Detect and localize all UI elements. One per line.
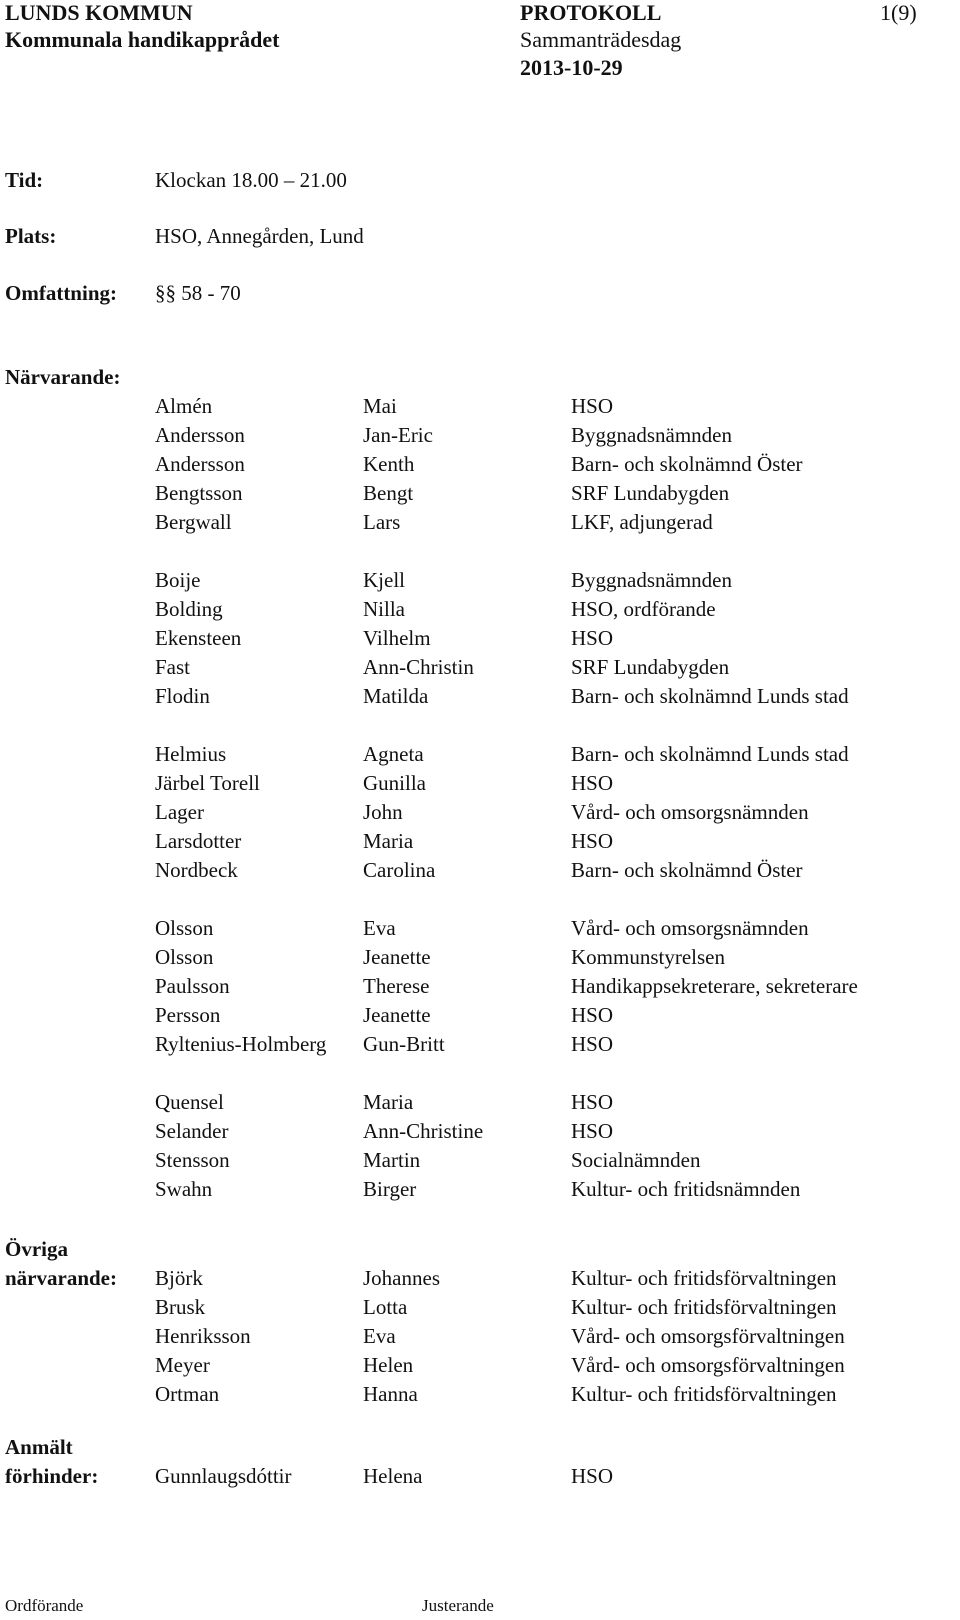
member-firstname: Jan-Eric (363, 423, 433, 447)
member-row (155, 653, 945, 682)
member-affiliation: Byggnadsnämnden (571, 423, 732, 447)
member-affiliation: HSO (571, 1032, 614, 1056)
member-surname: Andersson (155, 452, 245, 476)
member-row (155, 566, 945, 595)
member-affiliation: Barn- och skolnämnd Öster (571, 858, 803, 882)
member-row (155, 1088, 945, 1117)
member-firstname: Lotta (363, 1295, 408, 1319)
member-row (155, 421, 945, 450)
member-surname: Bengtsson (155, 481, 243, 505)
member-surname: Bolding (155, 597, 223, 621)
member-surname: Larsdotter (155, 829, 242, 853)
member-surname: Andersson (155, 423, 245, 447)
member-firstname: Kenth (363, 452, 415, 476)
member-row (155, 624, 945, 653)
member-row (155, 827, 945, 856)
absent-label-line2: förhinder: (5, 1464, 99, 1488)
member-affiliation: Kultur- och fritidsförvaltningen (571, 1266, 837, 1290)
member-row (155, 1175, 945, 1204)
member-surname: Stensson (155, 1148, 230, 1172)
member-surname: Paulsson (155, 974, 230, 998)
member-firstname: Bengt (363, 481, 414, 505)
member-row (155, 508, 945, 537)
member-affiliation: Vård- och omsorgsnämnden (571, 800, 809, 824)
absent-list (155, 1462, 945, 1491)
member-affiliation: Socialnämnden (571, 1148, 701, 1172)
doc-type: PROTOKOLL (520, 0, 662, 25)
member-row (155, 1117, 945, 1146)
member-row (155, 769, 945, 798)
member-affiliation: SRF Lundabygden (571, 655, 730, 679)
member-row (155, 1030, 945, 1059)
plats-value: HSO, Annegården, Lund (155, 224, 364, 248)
member-firstname: Birger (363, 1177, 417, 1201)
member-affiliation: HSO (571, 1090, 614, 1114)
member-affiliation: HSO (571, 626, 614, 650)
member-affiliation: Kultur- och fritidsförvaltningen (571, 1295, 837, 1319)
member-firstname: Ann-Christine (363, 1119, 484, 1143)
meeting-label: Sammanträdesdag (520, 27, 682, 52)
member-row (155, 392, 945, 421)
member-firstname: Lars (363, 510, 401, 534)
member-row (155, 682, 945, 711)
member-row (155, 943, 945, 972)
member-affiliation: Kommunstyrelsen (571, 945, 725, 969)
member-row (155, 856, 945, 885)
dept-name: Kommunala handikapprådet (5, 27, 280, 52)
others-label-line1: Övriga (5, 1237, 68, 1261)
member-affiliation: HSO (571, 1119, 614, 1143)
member-firstname: Jeanette (363, 945, 431, 969)
member-row (155, 450, 945, 479)
member-surname: Ekensteen (155, 626, 242, 650)
group-spacer (155, 885, 945, 914)
member-surname: Almén (155, 394, 213, 418)
member-row (155, 1322, 945, 1351)
member-surname: Gunnlaugsdóttir (155, 1464, 292, 1488)
member-surname: Nordbeck (155, 858, 238, 882)
member-row (155, 740, 945, 769)
member-surname: Flodin (155, 684, 210, 708)
member-affiliation: Vård- och omsorgsnämnden (571, 916, 809, 940)
member-firstname: Ann-Christin (363, 655, 474, 679)
member-row (155, 595, 945, 624)
member-firstname: Hanna (363, 1382, 418, 1406)
member-firstname: Martin (363, 1148, 421, 1172)
member-affiliation: HSO, ordförande (571, 597, 716, 621)
member-affiliation: HSO (571, 1464, 614, 1488)
group-spacer (155, 537, 945, 566)
member-affiliation: HSO (571, 394, 614, 418)
member-row (155, 914, 945, 943)
member-firstname: Maria (363, 829, 414, 853)
member-row (155, 1351, 945, 1380)
member-firstname: Helena (363, 1464, 423, 1488)
omfattning-label: Omfattning: (5, 281, 117, 305)
member-row (155, 1146, 945, 1175)
group-spacer (155, 711, 945, 740)
member-row (155, 1001, 945, 1030)
member-surname: Meyer (155, 1353, 210, 1377)
page-number: 1(9) (880, 0, 917, 25)
member-firstname: Eva (363, 916, 396, 940)
member-surname: Olsson (155, 916, 214, 940)
member-affiliation: Vård- och omsorgsförvaltningen (571, 1324, 845, 1348)
member-row (155, 1380, 945, 1409)
member-surname: Fast (155, 655, 191, 679)
member-surname: Brusk (155, 1295, 206, 1319)
member-firstname: Carolina (363, 858, 436, 882)
member-firstname: Gun-Britt (363, 1032, 445, 1056)
present-label: Närvarande: (5, 365, 121, 389)
footer-chair: Ordförande (5, 1596, 84, 1615)
member-surname: Quensel (155, 1090, 224, 1114)
meeting-date: 2013-10-29 (520, 55, 623, 80)
member-affiliation: HSO (571, 1003, 614, 1027)
footer-adjuster: Justerande (422, 1596, 494, 1615)
member-row (155, 972, 945, 1001)
member-row (155, 479, 945, 508)
member-surname: Olsson (155, 945, 214, 969)
member-firstname: Helen (363, 1353, 414, 1377)
member-affiliation: HSO (571, 829, 614, 853)
tid-value: Klockan 18.00 – 21.00 (155, 168, 347, 192)
group-spacer (155, 1059, 945, 1088)
member-surname: Ortman (155, 1382, 220, 1406)
plats-label: Plats: (5, 224, 57, 248)
member-row (155, 798, 945, 827)
others-label-line2: närvarande: (5, 1266, 117, 1290)
others-list (155, 1264, 945, 1409)
member-surname: Helmius (155, 742, 227, 766)
member-firstname: Agneta (363, 742, 424, 766)
absent-label-line1: Anmält (5, 1435, 73, 1459)
member-firstname: Kjell (363, 568, 405, 592)
member-surname: Selander (155, 1119, 229, 1143)
member-surname: Björk (155, 1266, 203, 1290)
member-affiliation: Byggnadsnämnden (571, 568, 732, 592)
member-surname: Bergwall (155, 510, 232, 534)
org-name: LUNDS KOMMUN (5, 0, 193, 25)
member-surname: Persson (155, 1003, 221, 1027)
member-firstname: Nilla (363, 597, 405, 621)
member-affiliation: Barn- och skolnämnd Lunds stad (571, 742, 849, 766)
member-firstname: Therese (363, 974, 430, 998)
member-firstname: Vilhelm (363, 626, 431, 650)
member-affiliation: HSO (571, 771, 614, 795)
present-list (155, 392, 945, 1204)
member-affiliation: SRF Lundabygden (571, 481, 730, 505)
member-firstname: Johannes (363, 1266, 440, 1290)
member-surname: Henriksson (155, 1324, 251, 1348)
member-firstname: Eva (363, 1324, 396, 1348)
member-affiliation: LKF, adjungerad (571, 510, 713, 534)
member-firstname: John (363, 800, 403, 824)
member-affiliation: Kultur- och fritidsförvaltningen (571, 1382, 837, 1406)
member-affiliation: Kultur- och fritidsnämnden (571, 1177, 801, 1201)
member-row (155, 1462, 945, 1491)
member-firstname: Jeanette (363, 1003, 431, 1027)
member-affiliation: Barn- och skolnämnd Lunds stad (571, 684, 849, 708)
member-surname: Ryltenius-Holmberg (155, 1032, 327, 1056)
omfattning-value: §§ 58 - 70 (155, 281, 241, 305)
member-row (155, 1293, 945, 1322)
member-firstname: Maria (363, 1090, 414, 1114)
tid-label: Tid: (5, 168, 44, 192)
member-row (155, 1264, 945, 1293)
member-firstname: Mai (363, 394, 397, 418)
member-firstname: Gunilla (363, 771, 426, 795)
member-surname: Swahn (155, 1177, 213, 1201)
member-surname: Boije (155, 568, 201, 592)
member-surname: Lager (155, 800, 204, 824)
member-affiliation: Handikappsekreterare, sekreterare (571, 974, 858, 998)
member-firstname: Matilda (363, 684, 429, 708)
member-surname: Järbel Torell (155, 771, 260, 795)
member-affiliation: Vård- och omsorgsförvaltningen (571, 1353, 845, 1377)
member-affiliation: Barn- och skolnämnd Öster (571, 452, 803, 476)
